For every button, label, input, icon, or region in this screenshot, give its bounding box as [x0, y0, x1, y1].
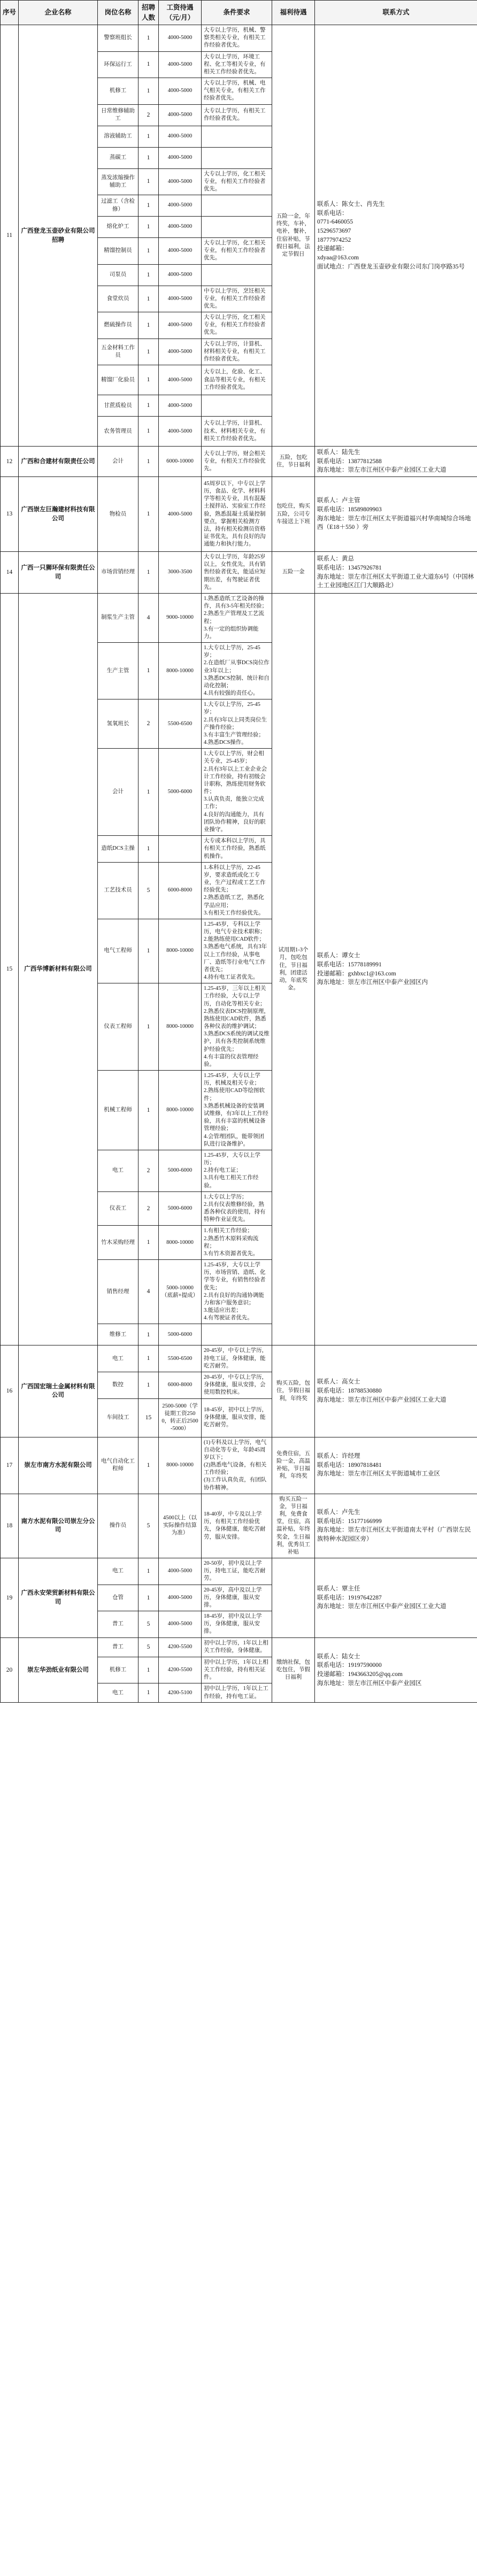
cell-seq: 18 [1, 1494, 19, 1558]
cell-company: 南方水泥有限公司崇左分公司 [19, 1494, 98, 1558]
cell-salary: 3000-3500 [159, 552, 202, 594]
table-row [1, 477, 477, 552]
cell-benefits [272, 1558, 315, 1638]
cell-position: 食堂炊员 [98, 286, 139, 312]
cell-requirements: 大专以上学历，机械、电气相关专业，有相关工作经验者优先。 [202, 78, 272, 105]
cell-count: 1 [139, 1657, 159, 1683]
cell-position: 五金材料工作员 [98, 339, 139, 365]
cell-position: 农务管理员 [98, 417, 139, 447]
header-salary: 工资待遇（元/月） [159, 1, 202, 25]
cell-salary: 8000-10000 [159, 983, 202, 1071]
cell-salary: 4000-5000 [159, 51, 202, 78]
cell-benefits: 试用期1-3个月，包吃包住，节日福利，团建活动，年底奖金。 [272, 594, 315, 1345]
cell-salary: 4000-5000 [159, 1611, 202, 1638]
cell-position: 电气自动化工程师 [98, 1437, 139, 1494]
cell-position: 操作员 [98, 1494, 139, 1558]
cell-benefits: 五险一金 [272, 552, 315, 594]
cell-position: 蒸碳工 [98, 147, 139, 168]
cell-salary: 4000-5000 [159, 312, 202, 339]
cell-position: 机修工 [98, 78, 139, 105]
cell-position: 工艺技术员 [98, 862, 139, 919]
cell-position: 维修工 [98, 1324, 139, 1345]
cell-contact: 联系人：卢主管 联系电话：18589809903 海东地址：崇左市江州区太平街道福兴村华南城综合场地西（E18＋550 ）旁 [315, 477, 477, 552]
cell-company: 崇左市南方水泥有限公司 [19, 1437, 98, 1494]
cell-seq: 13 [1, 477, 19, 552]
cell-requirements: 大专以上学历，环境工程、化工等相关专业，有相关工作经验者优先。 [202, 51, 272, 78]
cell-position: 机械工程师 [98, 1071, 139, 1150]
cell-count: 4 [139, 594, 159, 643]
cell-salary: 4000-5000 [159, 395, 202, 417]
cell-requirements: (1)专科及以上学历，电气自动化等专业，年龄45周岁以下； (2)熟悉电气设备，有相关工作经验； (3)工作认真负责，有团队协作精神。 [202, 1437, 272, 1494]
cell-salary [159, 836, 202, 863]
header-count: 招聘人数 [139, 1, 159, 25]
cell-count: 1 [139, 147, 159, 168]
cell-position: 机修工 [98, 1657, 139, 1683]
cell-company: 广西崇左巨瀚建材科技有限公司 [19, 477, 98, 552]
cell-requirements: 20-45岁，高中及以上学历，身体健康，服从安排。 [202, 1585, 272, 1611]
cell-company: 广西华博新材料有限公司 [19, 594, 98, 1345]
cell-position: 日常维修辅助工 [98, 104, 139, 126]
cell-count: 1 [139, 195, 159, 217]
cell-count: 1 [139, 1585, 159, 1611]
cell-contact: 联系人：卢先生 联系电话：15177166999 海东地址：崇左市江州区太平街道南太平村（广西崇左民族特种水泥园区旁） [315, 1494, 477, 1558]
cell-position: 制浆生产主管 [98, 594, 139, 643]
cell-position: 司泵员 [98, 264, 139, 286]
cell-count: 1 [139, 983, 159, 1071]
cell-requirements: 1.熟悉造纸工艺设备的操作，具有3-5年相关经验； 2.熟悉生产管理及工艺流程； 3.有一定的组织协调能力。 [202, 594, 272, 643]
cell-seq: 16 [1, 1345, 19, 1437]
cell-salary: 5000-6000 [159, 749, 202, 836]
cell-salary: 8000-10000 [159, 1437, 202, 1494]
cell-requirements: 18-40岁，中专及以上学历，有相关工作经验优先，身体健康，能吃苦耐劳，服从安排。 [202, 1494, 272, 1558]
cell-count: 1 [139, 1437, 159, 1494]
cell-position: 物检员 [98, 477, 139, 552]
cell-salary: 8000-10000 [159, 1226, 202, 1260]
cell-salary: 6000-8000 [159, 862, 202, 919]
cell-salary: 5000-6000 [159, 1150, 202, 1191]
cell-count: 1 [139, 919, 159, 983]
cell-requirements: 中专以上学历，烹饪相关专业，有相关工作经验者优先。 [202, 286, 272, 312]
cell-salary: 4000-5000 [159, 195, 202, 217]
cell-count: 4 [139, 1260, 159, 1324]
cell-requirements: 1.25-45岁，专科以上学历，电气专业技术职称； 2.能熟练使用CAD软件； 3.熟悉电气系统，具有3年以上工作经验，从事电厂、造纸等行业电气工作者优先； 4.持有电工证者优先。 [202, 919, 272, 983]
cell-seq: 14 [1, 552, 19, 594]
cell-position: 氢氧班长 [98, 699, 139, 749]
cell-salary: 4000-5000 [159, 339, 202, 365]
cell-requirements: 初中以上学历，1年以上相关工作经验，持有相关证件。 [202, 1657, 272, 1683]
cell-count: 1 [139, 339, 159, 365]
header-company: 企业名称 [19, 1, 98, 25]
cell-requirements: 大专以上学历，化工相关专业，有相关工作经验者优先。 [202, 168, 272, 195]
cell-salary: 4200-5500 [159, 1657, 202, 1683]
cell-requirements: 1.25-45岁，大专以上学历； 2.持有电工证； 3.具有电工相关工作经验。 [202, 1150, 272, 1191]
cell-requirements [202, 395, 272, 417]
cell-company: 崇左华劲纸业有限公司 [19, 1637, 98, 1703]
cell-position: 电工 [98, 1345, 139, 1372]
cell-requirements: 1.25-45岁，大专以上学历，市场营销、造纸、化学等专业，有销售经验者优先； 2.具有良好的沟通协调能力和客户服务意识； 3.能适应出差； 4.有驾驶证者优先。 [202, 1260, 272, 1324]
cell-salary: 8000-10000 [159, 1071, 202, 1150]
cell-position: 电工 [98, 1683, 139, 1703]
cell-count: 2 [139, 699, 159, 749]
cell-count: 5 [139, 1611, 159, 1638]
cell-contact: 联系人：许经理 联系电话：18907818481 海东地址：崇左市江州区太平街道城市工业区 [315, 1437, 477, 1494]
cell-requirements: 1.25-45岁，三年以上相关工作经验，大专以上学历，自动化等相关专业； 2.熟悉仪表DCS控制原理，熟练使用CAD软件，熟悉各种仪表的维护调试； 3.熟悉DCS系统的调试及维护，具有各类控制系统维护经验优先； 4.有丰富的仪表管理经验。 [202, 983, 272, 1071]
cell-position: 蒸发浓缩操作辅助工 [98, 168, 139, 195]
cell-requirements [202, 126, 272, 147]
cell-requirements [202, 217, 272, 238]
table-row [1, 447, 477, 477]
cell-requirements: 1.大专以上学历，财会相关专业，25-45岁； 2.具有3年以上工业企业会计工作经验，持有初级会计职称，熟练使用财务软件； 3.认真负责，能独立完成工作； 4.良好的沟通能力，具有团队协作精神，良好的职业操守。 [202, 749, 272, 836]
cell-position: 市场营销经理 [98, 552, 139, 594]
cell-salary: 5500-6500 [159, 699, 202, 749]
cell-contact: 联系人：覃主任 联系电话：19197642287 海东地址：崇左市江州区中泰产业园区工业大道 [315, 1558, 477, 1638]
cell-requirements [202, 264, 272, 286]
cell-count: 1 [139, 395, 159, 417]
cell-contact: 联系人：黄总 联系电话：13457926781 海东地址：崇左市江州区太平街道工业大道东6号（中国林土工业园地区江门大顺路北） [315, 552, 477, 594]
cell-count: 1 [139, 264, 159, 286]
cell-salary: 5000-6000 [159, 1324, 202, 1345]
cell-count: 1 [139, 168, 159, 195]
cell-salary: 4000-5000 [159, 365, 202, 395]
cell-requirements: 18-45岁，初中以上学历，身体健康，服从安排，能吃苦耐劳。 [202, 1398, 272, 1437]
cell-salary: 4500以上（以实际操作结算为准） [159, 1494, 202, 1558]
cell-company: 广西一只狮环保有限责任公司 [19, 552, 98, 594]
cell-requirements: 20-50岁，初中及以上学历，持电工证，能吃苦耐劳。 [202, 1558, 272, 1585]
cell-count: 1 [139, 25, 159, 52]
cell-requirements: 45周岁以下，中专以上学历，食品、化学、材料科学等相关专业，具有混凝土搅拌站、实验室工作经验，熟悉混凝土质量控制要点，掌握相关检测方法，持有相关检测员资格证书优先，具有良好的沟通能力和执行能力。 [202, 477, 272, 552]
cell-salary: 4200-5500 [159, 1637, 202, 1657]
cell-requirements: 大专以上，化验、化工、食品等相关专业，有相关工作经验者优先。 [202, 365, 272, 395]
cell-contact: 联系人：陆女士 联系电话：19197590000 投递邮箱：1943663205@qq.com 海东地址：崇左市江州区中泰产业园区 [315, 1637, 477, 1703]
cell-position: 会计 [98, 447, 139, 477]
cell-count: 1 [139, 312, 159, 339]
table-row [1, 552, 477, 594]
cell-count: 1 [139, 1071, 159, 1150]
cell-benefits: 五险一金，年终奖，车补，电补，餐补，住宿补贴，节假日福利，法定节假日 [272, 25, 315, 447]
cell-salary: 6000-8000 [159, 1372, 202, 1398]
cell-requirements: 大专以上学历，化工相关专业，有相关工作经验者优先。 [202, 238, 272, 265]
cell-seq: 19 [1, 1558, 19, 1638]
cell-position: 警察班组长 [98, 25, 139, 52]
cell-salary: 8000-10000 [159, 643, 202, 699]
table-row [1, 1437, 477, 1494]
cell-count: 1 [139, 552, 159, 594]
cell-position: 过滤工（含检修） [98, 195, 139, 217]
cell-requirements: 初中以上学历，1年以上相关工作经验，身体健康。 [202, 1637, 272, 1657]
cell-position: 造纸DCS主操 [98, 836, 139, 863]
cell-position: 精馏厂化验员 [98, 365, 139, 395]
cell-contact: 联系人：陆先生 联系电话：13877812588 海东地址：崇左市江州区中泰产业园区工业大道 [315, 447, 477, 477]
cell-requirements: 1.本科以上学历，22-45岁，要求造纸或化工专业，生产过程或工艺工作经验优先； 2.熟悉造纸工艺，熟悉化学品应用； 3.有相关工作经验优先。 [202, 862, 272, 919]
cell-salary: 4000-5000 [159, 147, 202, 168]
cell-position: 生产主管 [98, 643, 139, 699]
cell-position: 电气工程师 [98, 919, 139, 983]
cell-salary: 5000-10000（底薪+提成） [159, 1260, 202, 1324]
cell-benefits: 购买五险，包住，节假日福利，年终奖 [272, 1345, 315, 1437]
table-row [1, 1558, 477, 1585]
cell-count: 1 [139, 749, 159, 836]
cell-requirements: 1.有相关工作经验； 2.熟悉竹木原料采购流程； 3.有竹木资源者优先。 [202, 1226, 272, 1260]
cell-position: 销售经理 [98, 1260, 139, 1324]
cell-count: 1 [139, 1372, 159, 1398]
cell-contact: 联系人：谭女士 联系电话：15778189991 投递邮箱：gxhbxc1@163.com 海东地址：崇左市江州区中泰产业园区内 [315, 594, 477, 1345]
cell-position: 电工 [98, 1558, 139, 1585]
cell-salary: 5500-6500 [159, 1345, 202, 1372]
table-row [1, 594, 477, 643]
cell-count: 1 [139, 1683, 159, 1703]
cell-requirements [202, 1324, 272, 1345]
cell-company: 广西登龙玉壶砂业有限公司招聘 [19, 25, 98, 447]
cell-count: 5 [139, 1637, 159, 1657]
cell-position: 普工 [98, 1637, 139, 1657]
cell-requirements: 20-45岁，中专以上学历，持电工证，身体健康，能吃苦耐劳。 [202, 1345, 272, 1372]
cell-salary: 4000-5000 [159, 217, 202, 238]
cell-count: 1 [139, 365, 159, 395]
cell-count: 1 [139, 1324, 159, 1345]
cell-count: 1 [139, 836, 159, 863]
cell-requirements: 大专以上学历，年龄25岁以上，女性优先，具有销售经验者优先，能适应短期出差，有驾驶证者优先。 [202, 552, 272, 594]
cell-salary: 4000-5000 [159, 1558, 202, 1585]
cell-seq: 15 [1, 594, 19, 1345]
cell-position: 精馏控制员 [98, 238, 139, 265]
cell-position: 电工 [98, 1150, 139, 1191]
cell-salary: 2500-5000（学徒期工资2500，转正后2500-5000） [159, 1398, 202, 1437]
cell-seq: 20 [1, 1637, 19, 1703]
header-benefits: 福利待遇 [272, 1, 315, 25]
cell-count: 2 [139, 1150, 159, 1191]
cell-salary: 8000-10000 [159, 919, 202, 983]
cell-position: 会计 [98, 749, 139, 836]
cell-count: 1 [139, 286, 159, 312]
cell-company: 广西永安荣贸新材料有限公司 [19, 1558, 98, 1638]
cell-salary: 4200-5100 [159, 1683, 202, 1703]
cell-requirements: 大专以上学历，计算机、材料相关专业，有相关工作经验者优先。 [202, 339, 272, 365]
cell-seq: 17 [1, 1437, 19, 1494]
cell-benefits: 免费住宿，五险一金，高温补贴，节日福利，年终奖 [272, 1437, 315, 1494]
cell-count: 15 [139, 1398, 159, 1437]
cell-salary: 5000-6000 [159, 1191, 202, 1226]
cell-requirements: 1.大专以上学历； 2.具有仪表维修经验，熟悉各种仪表的使用，持有特种作业证优先。 [202, 1191, 272, 1226]
cell-salary: 4000-5000 [159, 286, 202, 312]
table-row [1, 25, 477, 52]
cell-seq: 12 [1, 447, 19, 477]
cell-salary: 9000-10000 [159, 594, 202, 643]
cell-requirements: 1.大专以上学历，25-45岁； 2.在造纸厂从事DCS岗位作业3年以上； 3.熟悉DCS控制、统计和自动化控制； 4.具有较强的责任心。 [202, 643, 272, 699]
cell-seq: 11 [1, 25, 19, 447]
cell-count: 5 [139, 862, 159, 919]
cell-position: 仪表工 [98, 1191, 139, 1226]
cell-count: 1 [139, 126, 159, 147]
cell-count: 1 [139, 238, 159, 265]
header-row [1, 1, 477, 25]
cell-contact: 联系人：陈女士、肖先生 联系电话： 0771-6460055 15296573697 18777974252 投递邮箱： xdyaa@163.com 面试地点：广西登龙玉壶砂业有限公司东门岗亭路35号 [315, 25, 477, 447]
cell-salary: 4000-5000 [159, 168, 202, 195]
cell-position: 车间技工 [98, 1398, 139, 1437]
cell-benefits: 包吃住，购买五险，公司专车接送上下班 [272, 477, 315, 552]
cell-position: 甘蔗质检员 [98, 395, 139, 417]
cell-requirements: 大专或本科以上学历，具有相关工作经验，熟悉纸机操作。 [202, 836, 272, 863]
cell-salary: 4000-5000 [159, 1585, 202, 1611]
cell-count: 1 [139, 1558, 159, 1585]
cell-company: 广西和合建材有限责任公司 [19, 447, 98, 477]
cell-requirements: 初中以上学历，1年以上工作经验，持有电工证。 [202, 1683, 272, 1703]
cell-count: 1 [139, 78, 159, 105]
cell-count: 2 [139, 104, 159, 126]
cell-position: 环保运行工 [98, 51, 139, 78]
table-row [1, 1637, 477, 1657]
cell-salary: 4000-5000 [159, 417, 202, 447]
cell-position: 数控 [98, 1372, 139, 1398]
header-contact: 联系方式 [315, 1, 477, 25]
cell-salary: 4000-5000 [159, 126, 202, 147]
cell-salary: 4000-5000 [159, 78, 202, 105]
cell-requirements: 18-45岁，初中及以上学历，身体健康，服从安排。 [202, 1611, 272, 1638]
cell-position: 溶液辅助工 [98, 126, 139, 147]
cell-count: 1 [139, 217, 159, 238]
cell-count: 1 [139, 51, 159, 78]
cell-contact: 联系人：高女士 联系电话：18788530880 海东地址：崇左市江州区中泰产业园区工业大道 [315, 1345, 477, 1437]
header-position: 岗位名称 [98, 1, 139, 25]
cell-requirements: 大专以上学历，财会相关专业，有相关工作经验优先。 [202, 447, 272, 477]
cell-count: 1 [139, 1345, 159, 1372]
cell-requirements: 大专以上学历，机械、警察类相关专业，有相关工作经验者优先。 [202, 25, 272, 52]
cell-count: 1 [139, 447, 159, 477]
cell-count: 2 [139, 1191, 159, 1226]
header-requirements: 条件要求 [202, 1, 272, 25]
cell-requirements: 大专以上学历，计算机、技术、材料相关专业，有相关工作经验者优先。 [202, 417, 272, 447]
header-seq: 序号 [1, 1, 19, 25]
cell-position: 仓管 [98, 1585, 139, 1611]
cell-requirements: 20-45岁，中专以上学历，身体健康，服从安排，会使用数控机床。 [202, 1372, 272, 1398]
table-row [1, 1494, 477, 1558]
cell-requirements [202, 195, 272, 217]
cell-count: 5 [139, 1494, 159, 1558]
cell-position: 熔化炉工 [98, 217, 139, 238]
cell-position: 竹木采购经理 [98, 1226, 139, 1260]
cell-salary: 4000-5000 [159, 104, 202, 126]
cell-salary: 4000-5000 [159, 477, 202, 552]
cell-salary: 4000-5000 [159, 25, 202, 52]
cell-benefits: 缴纳社保，包吃包住，节假日福利 [272, 1637, 315, 1703]
cell-benefits: 购买五险一金，节日福利，免费食堂，住宿，高温补贴，年终奖金，生日福利，优秀员工补贴 [272, 1494, 315, 1558]
table-body [1, 25, 477, 1703]
cell-requirements: 大专以上学历，有相关工作经验者优先。 [202, 104, 272, 126]
cell-salary: 4000-5000 [159, 264, 202, 286]
cell-salary: 6000-10000 [159, 447, 202, 477]
cell-count: 1 [139, 643, 159, 699]
cell-count: 1 [139, 477, 159, 552]
cell-requirements: 大专以上学历，化工相关专业，有相关工作经验者优先。 [202, 312, 272, 339]
cell-position: 仪表工程师 [98, 983, 139, 1071]
cell-company: 广西国宏瑞土金属材料有限公司 [19, 1345, 98, 1437]
cell-count: 1 [139, 1226, 159, 1260]
table-row [1, 1345, 477, 1372]
cell-position: 燃硫操作员 [98, 312, 139, 339]
cell-benefits: 五险，包吃住，节日福利 [272, 447, 315, 477]
cell-count: 1 [139, 417, 159, 447]
cell-requirements: 1.大专以上学历，25-45岁； 2.具有3年以上同类岗位生产操作经验； 3.有丰富生产管理经验； 4.熟悉DCS操作。 [202, 699, 272, 749]
cell-salary: 4000-5000 [159, 238, 202, 265]
cell-requirements [202, 147, 272, 168]
cell-requirements: 1.25-45岁，大专以上学历，机械及相关专业； 2.熟练使用CAD等绘图软件； 3.熟悉机械设备的安装调试维修，有3年以上工作经验，具有丰富的机械设备管理经验； 4.会管理团队，能带领团队进行设备维护。 [202, 1071, 272, 1150]
cell-position: 普工 [98, 1611, 139, 1638]
